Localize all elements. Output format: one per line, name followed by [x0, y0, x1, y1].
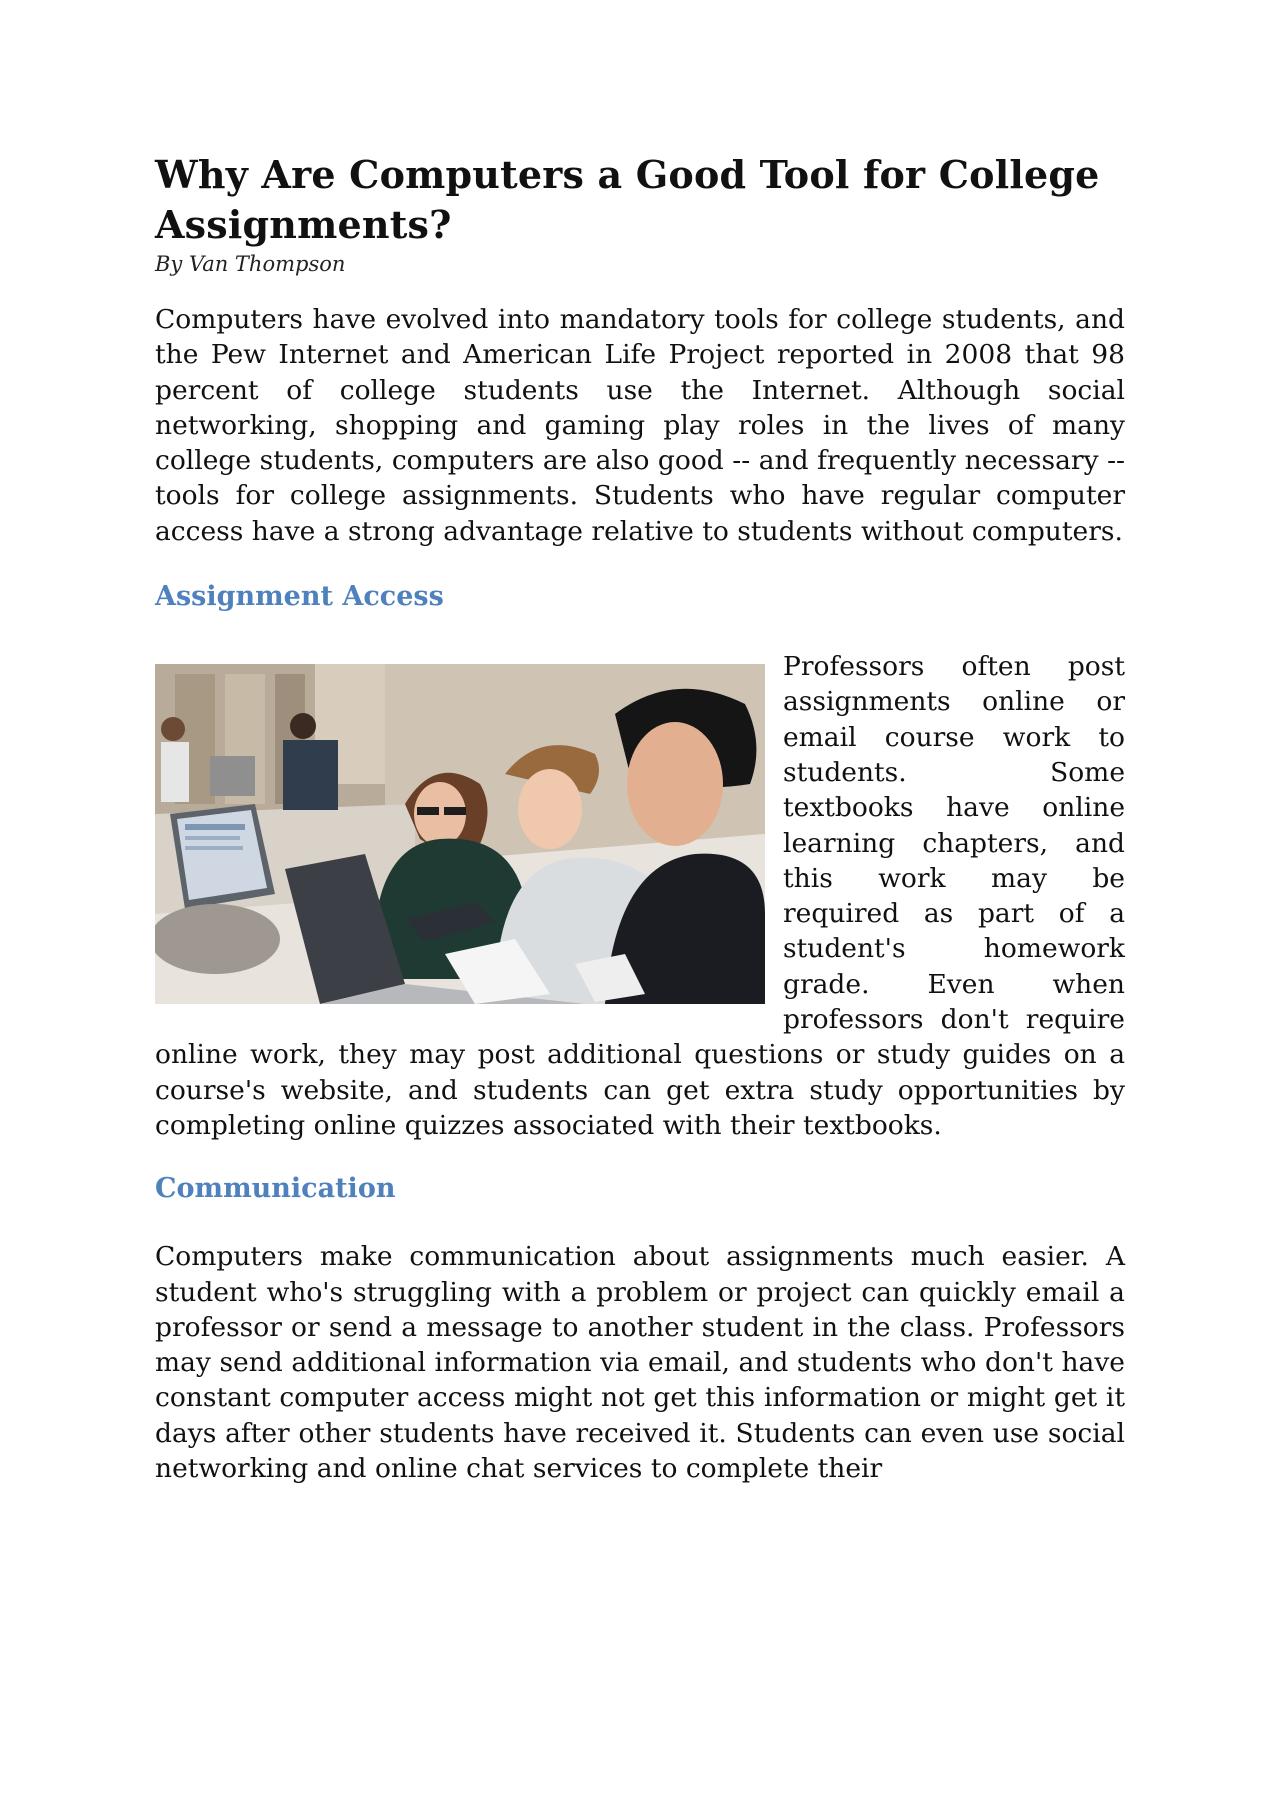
section-heading-communication: Communication: [155, 1173, 396, 1205]
students-at-laptops-photo: [155, 664, 765, 1004]
article-title: Why Are Computers a Good Tool for College Assignments?: [155, 152, 1100, 247]
intro-paragraph: Computers have evolved into mandatory tools for college students, and the Pew Internet and American Life Project reported in 2008 that 98 percent of college students use the Internet. Although social networking, shopping and gaming play roles in the lives of many college students, computers are also good -- and frequently necessary -- tools for college assignments. Students who have regular computer access have a strong advantage relative to students without computers.: [155, 304, 1125, 547]
article: [155, 150, 1125, 1486]
article-byline: By Van Thompson: [155, 252, 346, 276]
section-heading-assignment-access: Assignment Access: [155, 581, 444, 613]
communication-paragraph: Computers make communication about assignments much easier. A student who's struggling with a problem or project can quickly email a professor or send a message to another student in the class. Professors may send additional information via email, and students who don't have constant computer access might not get this information or might get it days after other students have received it. Students can even use social networking and online chat services to complete their: [155, 1241, 1125, 1485]
assignment-access-paragraph: Professors often post assignments online or email course work to students. Some textbooks have online learning chapters, and this work may be required as part of a student's homework grade. Even when professors don't require online work, they may post additional questions or study guides on a course's website, and students can get extra study opportunities by completing online quizzes associated with their textbooks.: [155, 651, 1125, 1141]
assignment-access-section: [155, 649, 1125, 1143]
